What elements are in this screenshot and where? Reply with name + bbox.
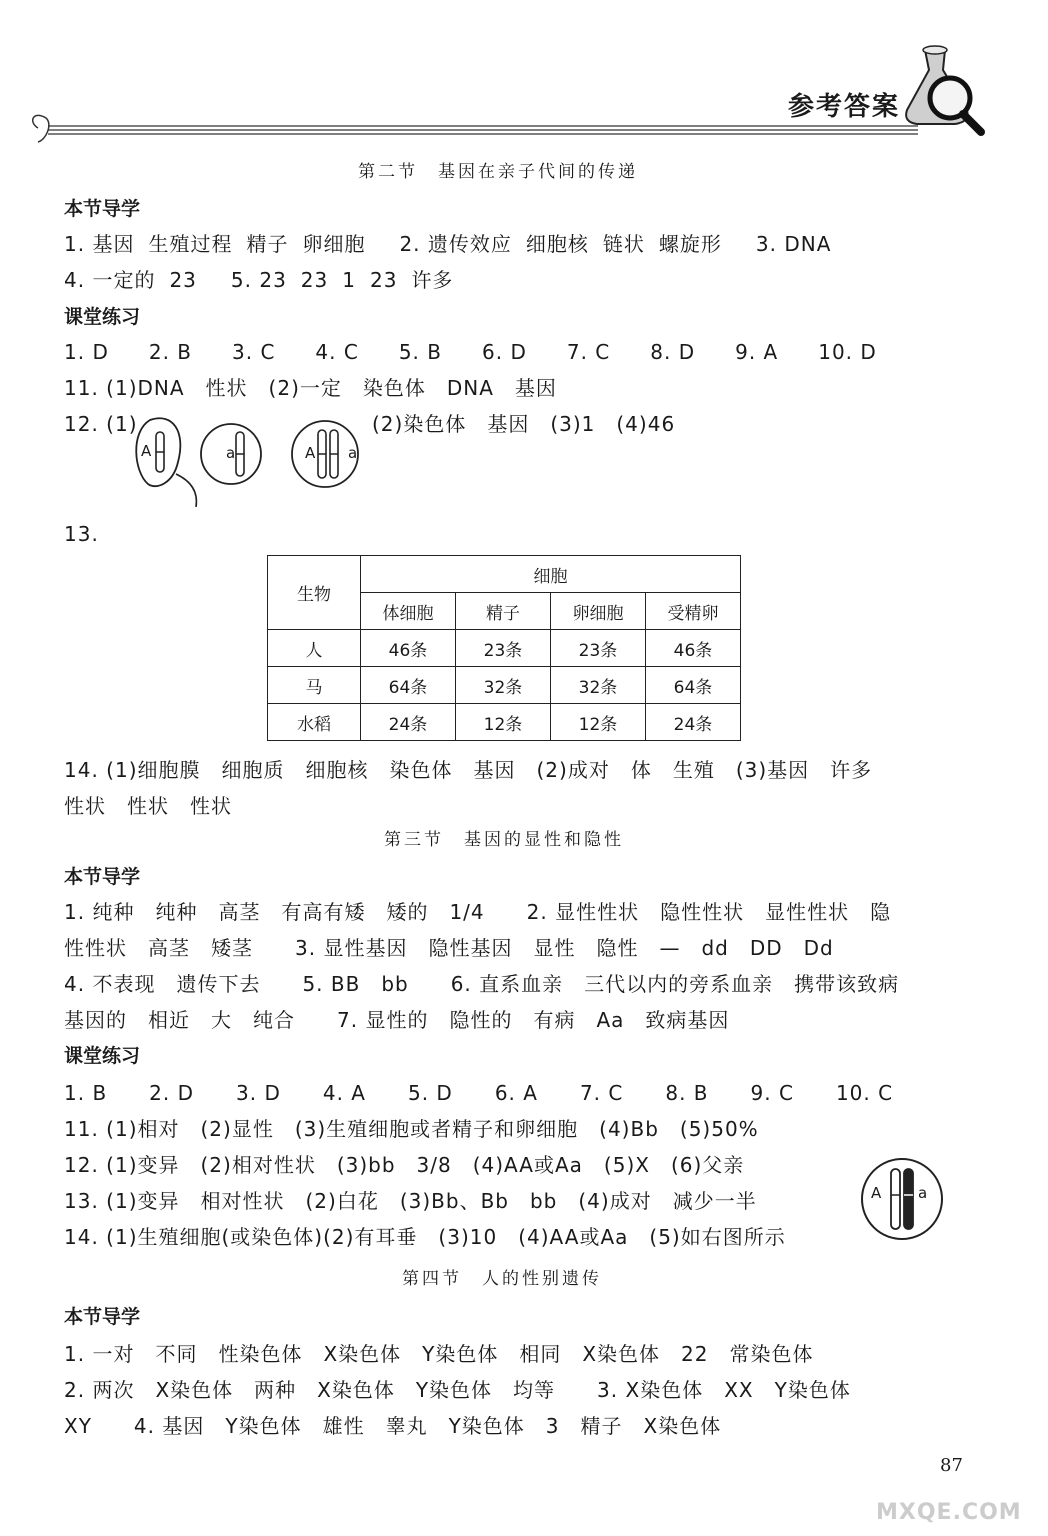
table-col-header: 体细胞 — [361, 593, 456, 630]
section3-practice-line1: 1. B 2. D 3. D 4. A 5. D 6. A 7. C 8. B 9. C 10. C — [64, 1081, 894, 1105]
section3-guide-heading: 本节导学 — [64, 866, 141, 888]
section3-guide-line4: 基因的 相近 大 纯合 7. 显性的 隐性的 有病 Aa 致病基因 — [64, 1008, 730, 1032]
section2-guide-heading: 本节导学 — [64, 198, 141, 220]
chromosome-count-table — [267, 555, 741, 741]
table-group-header: 细胞 — [361, 556, 741, 593]
section3-practice-heading: 课堂练习 — [64, 1045, 141, 1067]
section4-title: 第四节 人的性别遗传 — [402, 1269, 602, 1289]
section2-line14a: 14. (1)细胞膜 细胞质 细胞核 染色体 基因 (2)成对 体 生殖 (3)基因 许多 — [64, 758, 873, 782]
section3-practice-line11: 11. (1)相对 (2)显性 (3)生殖细胞或者精子和卵细胞 (4)Bb (5)50% — [64, 1117, 759, 1141]
q12-label-a2: a — [348, 444, 358, 462]
section2-practice-line12-rest: (2)染色体 基因 (3)1 (4)46 — [372, 412, 676, 436]
watermark: MXQE.COM — [876, 1500, 1022, 1525]
section2-practice-line11: 11. (1)DNA 性状 (2)一定 染色体 DNA 基因 — [64, 376, 557, 400]
section2-guide-line1: 1. 基因 生殖过程 精子 卵细胞 2. 遗传效应 细胞核 链状 螺旋形 3. DNA — [64, 232, 832, 256]
section2-title: 第二节 基因在亲子代间的传递 — [358, 162, 638, 182]
section3-practice-line12: 12. (1)变异 (2)相对性状 (3)bb 3/8 (4)AA或Aa (5)X (6)父亲 — [64, 1153, 745, 1177]
section2-practice-line12-prefix: 12. (1) — [64, 412, 138, 436]
q14-label-a: a — [918, 1184, 928, 1202]
section3-guide-line2: 性性状 高茎 矮茎 3. 显性基因 隐性基因 显性 隐性 — dd DD Dd — [64, 936, 834, 960]
chromosome-diagram-q12 — [128, 412, 378, 512]
q12-label-a1: a — [226, 444, 236, 462]
table-col-header: 受精卵 — [646, 593, 741, 630]
header-title: 参考答案 — [788, 92, 901, 122]
table-row-header: 生物 — [268, 556, 361, 630]
section2-line14b: 性状 性状 性状 — [64, 794, 232, 818]
section2-practice-heading: 课堂练习 — [64, 306, 141, 328]
section3-guide-line3: 4. 不表现 遗传下去 5. BB bb 6. 直系血亲 三代以内的旁系血亲 携带该致病 — [64, 972, 900, 996]
section4-guide-line2: 2. 两次 X染色体 两种 X染色体 Y染色体 均等 3. X染色体 XX Y染色体 — [64, 1378, 851, 1402]
table-row: 水稻 24条 12条 12条 24条 — [268, 704, 741, 741]
q14-label-A: A — [871, 1184, 882, 1202]
section4-guide-line1: 1. 一对 不同 性染色体 X染色体 Y染色体 相同 X染色体 22 常染色体 — [64, 1342, 814, 1366]
section2-practice-line13: 13. — [64, 522, 99, 546]
section3-practice-line14: 14. (1)生殖细胞(或染色体)(2)有耳垂 (3)10 (4)AA或Aa (5)如右图所示 — [64, 1225, 786, 1249]
section3-guide-line1: 1. 纯种 纯种 高茎 有高有矮 矮的 1/4 2. 显性性状 隐性性状 显性性状 隐 — [64, 900, 892, 924]
q12-label-A1: A — [141, 442, 152, 460]
q12-label-A2: A — [305, 444, 316, 462]
chromosome-diagram-q14 — [854, 1155, 950, 1245]
table-row: 马 64条 32条 32条 64条 — [268, 667, 741, 704]
section2-guide-line2: 4. 一定的 23 5. 23 23 1 23 许多 — [64, 268, 454, 292]
section2-practice-line1: 1. D 2. B 3. C 4. C 5. B 6. D 7. C 8. D 9. A 10. D — [64, 340, 877, 364]
table-col-header: 卵细胞 — [551, 593, 646, 630]
page-number: 87 — [940, 1455, 963, 1476]
flask-magnifier-icon — [895, 40, 990, 140]
section4-guide-line3: XY 4. 基因 Y染色体 雄性 睾丸 Y染色体 3 精子 X染色体 — [64, 1414, 722, 1438]
section3-title: 第三节 基因的显性和隐性 — [384, 830, 624, 850]
section3-practice-line13: 13. (1)变异 相对性状 (2)白花 (3)Bb、Bb bb (4)成对 减少一半 — [64, 1189, 757, 1213]
section4-guide-heading: 本节导学 — [64, 1306, 141, 1328]
table-col-header: 精子 — [456, 593, 551, 630]
table-row: 人 46条 23条 23条 46条 — [268, 630, 741, 667]
